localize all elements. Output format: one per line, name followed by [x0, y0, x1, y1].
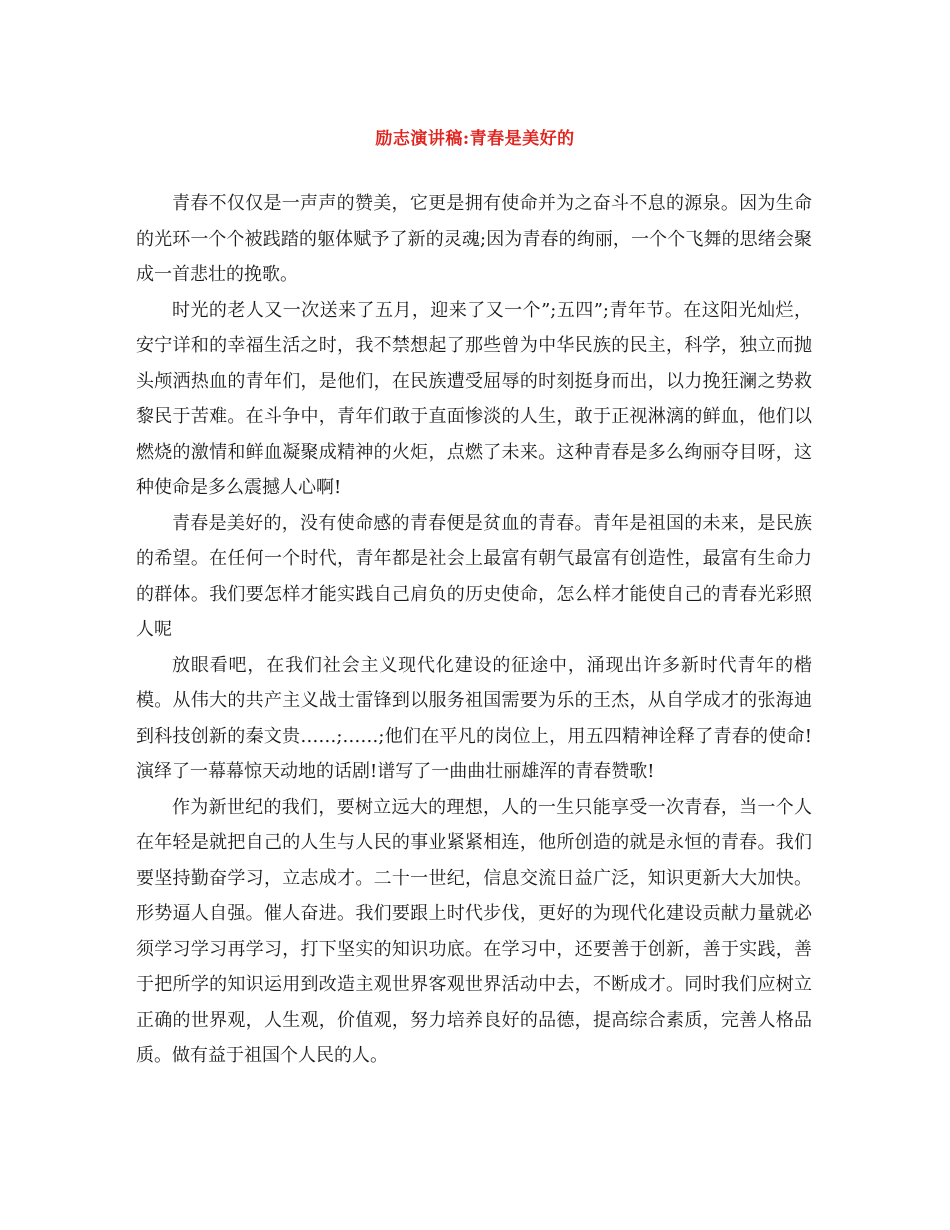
document-title: 励志演讲稿:青春是美好的 [375, 129, 575, 149]
paragraph-3: 青春是美好的，没有使命感的青春便是贫血的青春。青年是祖国的未来，是民族的希望。在任何一个时代，青年都是社会上最富有朝气最富有创造性，最富有生命力的群体。我们要怎样才能实践自己肩负的历史使命，怎么样才能使自己的青春光彩照人呢 [136, 512, 812, 640]
paragraph-1: 青春不仅仅是一声声的赞美，它更是拥有使命并为之奋斗不息的源泉。因为生命的光环一个个被践踏的躯体赋予了新的灵魂;因为青春的绚丽，一个个飞舞的思绪会聚成一首悲壮的挽歌。 [136, 193, 812, 285]
paragraph-5: 作为新世纪的我们，要树立远大的理想，人的一生只能享受一次青春，当一个人在年轻是就把自己的人生与人民的事业紧紧相连，他所创造的就是永恒的青春。我们要坚持勤奋学习，立志成才。二十一世纪，信息交流日益广泛，知识更新大大加快。形势逼人自强。催人奋进。我们要跟上时代步伐，更好的为现代化建设贡献力量就必须学习学习再学习，打下坚实的知识功底。在学习中，还要善于创新，善于实践，善于把所学的知识运用到改造主观世界客观世界活动中去，不断成才。同时我们应树立正确的世界观，人生观，价值观，努力培养良好的品德，提高综合素质，完善人格品质。做有益于祖国个人民的人。 [136, 796, 812, 1066]
paragraph-2: 时光的老人又一次送来了五月，迎来了又一个”;五四”;青年节。在这阳光灿烂，安宁详和的幸福生活之时，我不禁想起了那些曾为中华民族的民主，科学，独立而抛头颅洒热血的青年们，是他们，在民族遭受屈辱的时刻挺身而出，以力挽狂澜之势救黎民于苦难。在斗争中，青年们敢于直面惨淡的人生，敢于正视淋漓的鲜血，他们以燃烧的激情和鲜血凝聚成精神的火炬，点燃了未来。这种青春是多么绚丽夺目呀，这种使命是多么震撼人心啊! [136, 299, 812, 498]
document-body [136, 186, 812, 1074]
paragraph-4: 放眼看吧，在我们社会主义现代化建设的征途中，涌现出许多新时代青年的楷模。从伟大的共产主义战士雷锋到以服务祖国需要为乐的王杰，从自学成才的张海迪到科技创新的秦文贵……;……;他们在平凡的岗位上，用五四精神诠释了青春的使命!演绎了一幕幕惊天动地的话剧!谱写了一曲曲壮丽雄浑的青春赞歌! [136, 654, 812, 782]
